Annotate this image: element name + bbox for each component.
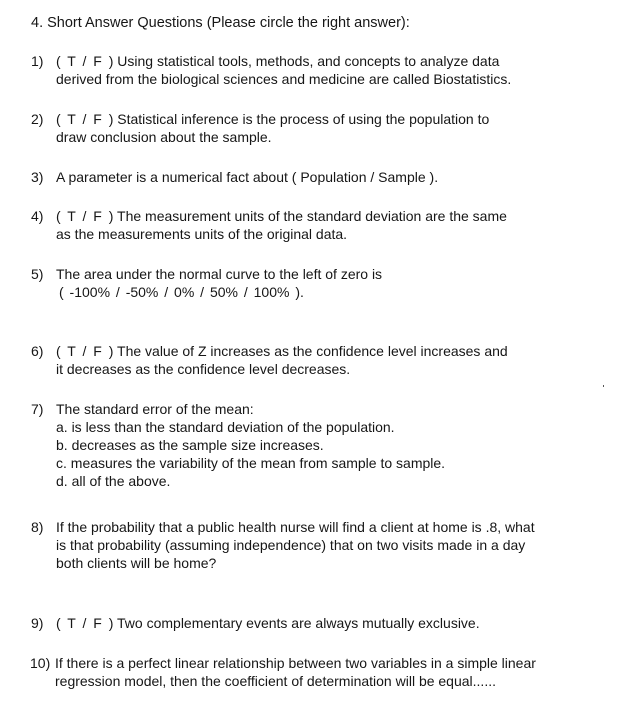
question-line (56, 614, 480, 632)
question-body (56, 110, 489, 146)
question-body (56, 207, 507, 243)
question-text: The value of Z increases as the confidence level increases and (117, 343, 508, 359)
question-line (56, 342, 508, 360)
question-line: draw conclusion about the sample. (56, 129, 272, 145)
question-number: 9) (31, 615, 44, 631)
choice-d[interactable]: d. all of the above. (56, 473, 171, 489)
question-line (56, 207, 507, 225)
question-line: The standard error of the mean: (56, 401, 254, 417)
question-text: Two complementary events are always mutually exclusive. (117, 615, 480, 631)
section-heading: 4. Short Answer Questions (Please circle the right answer): (31, 15, 410, 31)
question-number: 7) (31, 401, 44, 417)
question-body (56, 342, 508, 378)
choice-a[interactable]: a. is less than the standard deviation of the population. (56, 419, 395, 435)
question-line: as the measurements units of the original data. (56, 226, 348, 242)
question-line: If the probability that a public health nurse will find a client at home is .8, what (56, 519, 535, 535)
question-text: Statistical inference is the process of using the population to (117, 111, 490, 127)
question-body (56, 614, 480, 632)
true-false-marker[interactable]: ( T / F ) (56, 343, 114, 359)
choice-b[interactable]: b. decreases as the sample size increases. (56, 437, 324, 453)
question-line: A parameter is a numerical fact about ( Population / Sample ). (56, 169, 439, 185)
question-text: Using statistical tools, methods, and concepts to analyze data (117, 53, 500, 69)
question-number: 3) (31, 169, 44, 185)
true-false-marker[interactable]: ( T / F ) (56, 615, 114, 631)
question-number: 10) (30, 655, 51, 671)
true-false-marker[interactable]: ( T / F ) (56, 111, 114, 127)
true-false-marker[interactable]: ( T / F ) (56, 53, 114, 69)
question-number: 2) (31, 111, 44, 127)
question-number: 8) (31, 519, 44, 535)
question-line: is that probability (assuming independence) that on two visits made in a day (56, 537, 526, 553)
true-false-marker[interactable]: ( T / F ) (56, 208, 114, 224)
question-line: regression model, then the coefficient of determination will be equal...... (55, 673, 496, 689)
question-body (56, 168, 438, 186)
choice-c[interactable]: c. measures the variability of the mean from sample to sample. (56, 455, 446, 471)
question-line: The area under the normal curve to the left of zero is (56, 266, 383, 282)
question-number: 4) (31, 208, 44, 224)
question-number: 6) (31, 343, 44, 359)
question-line: If there is a perfect linear relationship between two variables in a simple linear (55, 655, 536, 671)
question-body (56, 518, 535, 572)
question-number: 5) (31, 266, 44, 282)
question-body (56, 400, 445, 490)
question-body (55, 654, 536, 690)
question-text: The measurement units of the standard deviation are the same (117, 208, 507, 224)
question-line (56, 52, 511, 70)
answer-options[interactable]: ( -100% / -50% / 0% / 50% / 100% ). (59, 284, 304, 300)
scan-speck (603, 385, 604, 387)
question-line: derived from the biological sciences and medicine are called Biostatistics. (56, 71, 512, 87)
question-line: it decreases as the confidence level decreases. (56, 361, 351, 377)
question-line: both clients will be home? (56, 555, 217, 571)
question-line (56, 110, 489, 128)
question-body (56, 52, 511, 88)
question-number: 1) (31, 53, 44, 69)
question-body (56, 265, 382, 301)
